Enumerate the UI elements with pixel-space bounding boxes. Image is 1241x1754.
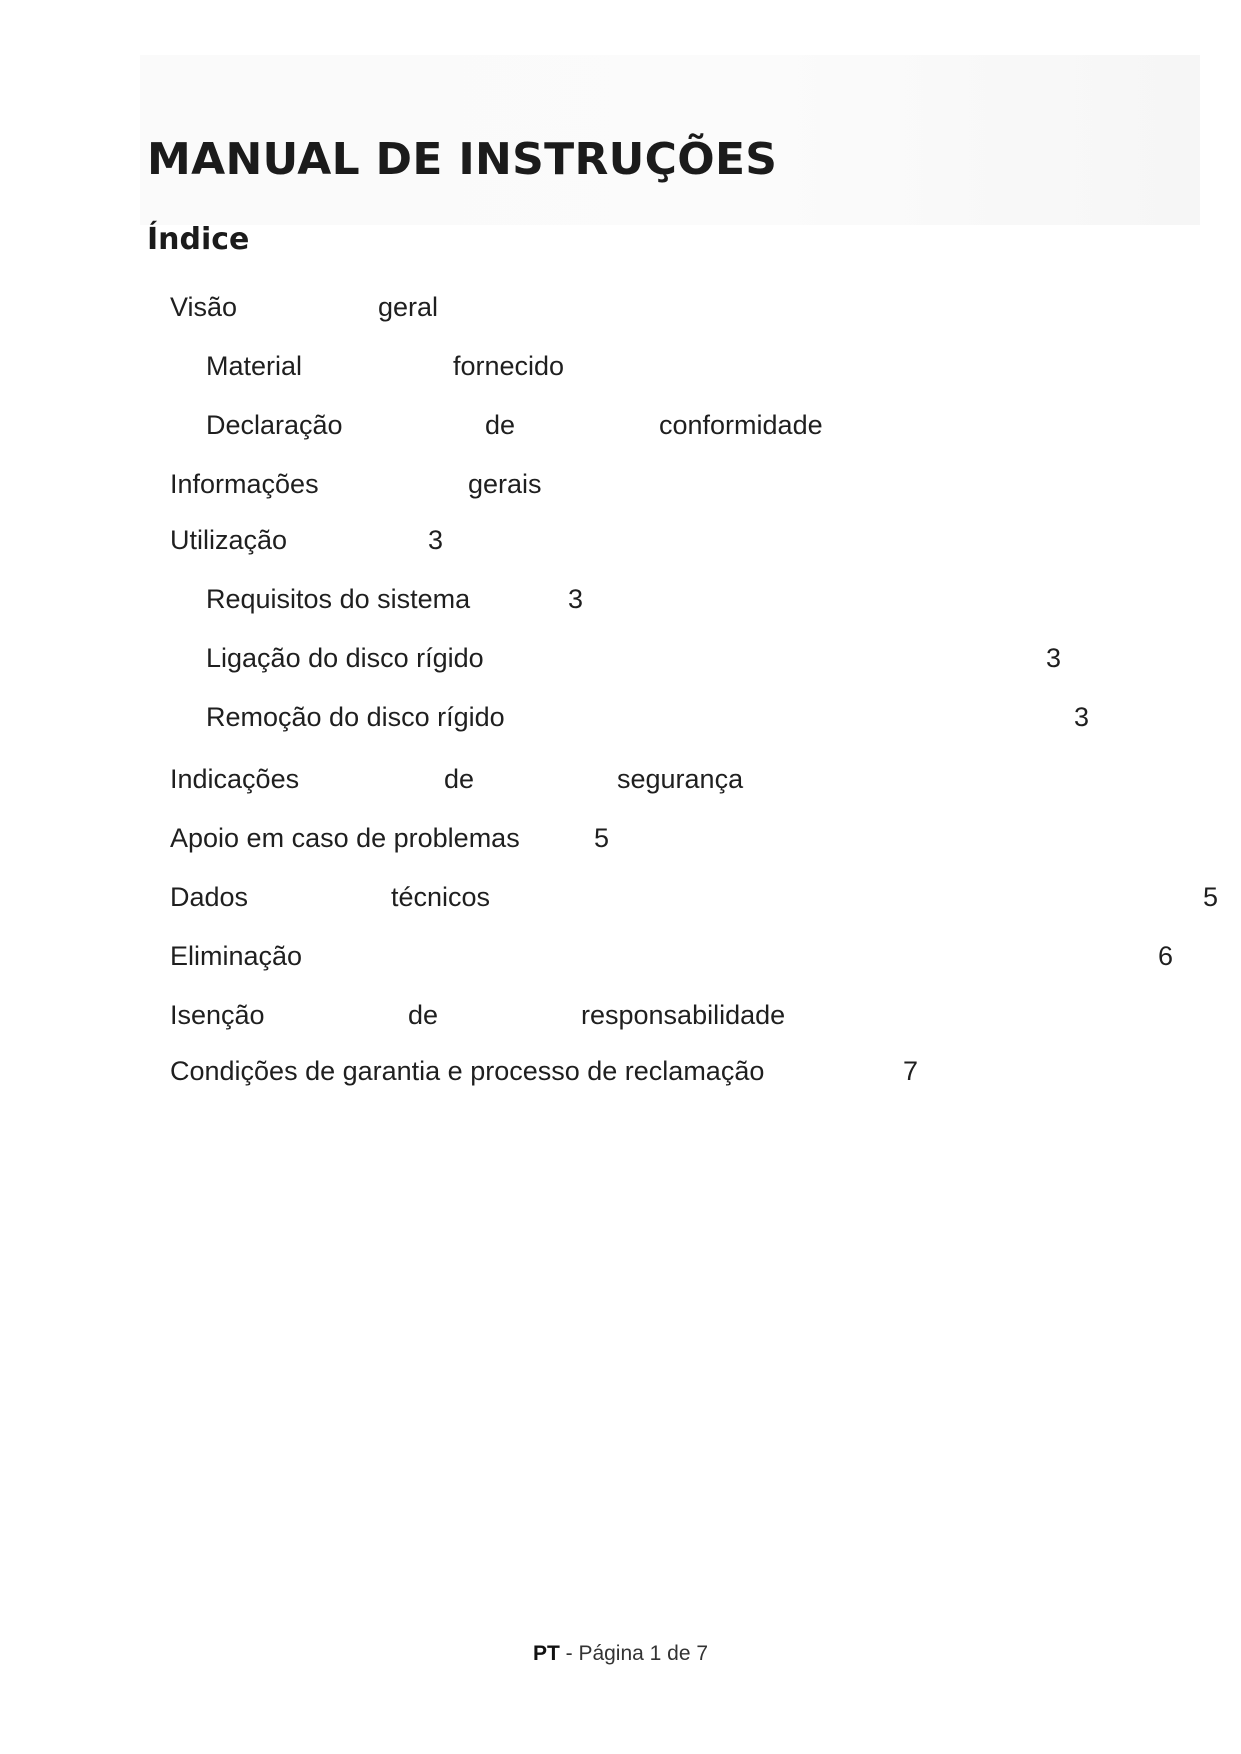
- toc-entry-word: Apoio em caso de problemas: [170, 823, 520, 853]
- toc-heading: Índice: [147, 222, 250, 257]
- toc-entry-word: Visão: [170, 292, 238, 322]
- toc-entry-word: Informações: [170, 469, 319, 499]
- toc-entry-word: Remoção do disco rígido: [206, 702, 505, 732]
- toc-entry-word: Indicações: [170, 764, 300, 794]
- toc-page-number: 3: [1074, 702, 1090, 732]
- toc-entry-word: Condições de garantia e processo de reclamação: [170, 1056, 765, 1086]
- toc-entry-word: de: [408, 1000, 439, 1030]
- toc-entry-word: Material: [206, 351, 303, 381]
- toc-entry-word: Declaração: [206, 410, 343, 440]
- toc-entry-word: Isenção: [170, 1000, 265, 1030]
- toc-page-number: 6: [1158, 941, 1174, 971]
- toc-page-number: 3: [428, 525, 444, 555]
- toc-entry-word: responsabilidade: [581, 1000, 786, 1030]
- toc-entry-word: conformidade: [659, 410, 823, 440]
- toc-entry-word: de: [444, 764, 475, 794]
- toc-page-number: 3: [568, 584, 584, 614]
- toc-entry-word: gerais: [468, 469, 542, 499]
- toc-entry-dados-tecnicos[interactable]: [170, 882, 1219, 922]
- toc-entry-word: técnicos: [391, 882, 491, 912]
- toc-entry-word: fornecido: [453, 351, 565, 381]
- toc-page-number: 3: [1046, 643, 1062, 673]
- toc-entry-word: Utilização: [170, 525, 288, 555]
- toc-entry-word: Ligação do disco rígido: [206, 643, 484, 673]
- footer-page-number: - Página 1 de 7: [559, 1642, 709, 1665]
- toc-entry-word: Dados: [170, 882, 249, 912]
- toc-page-number: 7: [903, 1056, 919, 1086]
- toc-entry-word: Requisitos do sistema: [206, 584, 471, 614]
- toc-page-number: 5: [594, 823, 610, 853]
- document-title: MANUAL DE INSTRUÇÕES: [147, 134, 778, 185]
- toc-entry-word: geral: [378, 292, 439, 322]
- toc-entry-word: segurança: [617, 764, 744, 794]
- toc-entry-word: de: [485, 410, 516, 440]
- toc-entry-word: Eliminação: [170, 941, 303, 971]
- toc-page-number: 5: [1203, 882, 1219, 912]
- footer-language: PT: [532, 1642, 560, 1665]
- page-footer: [0, 1642, 1241, 1666]
